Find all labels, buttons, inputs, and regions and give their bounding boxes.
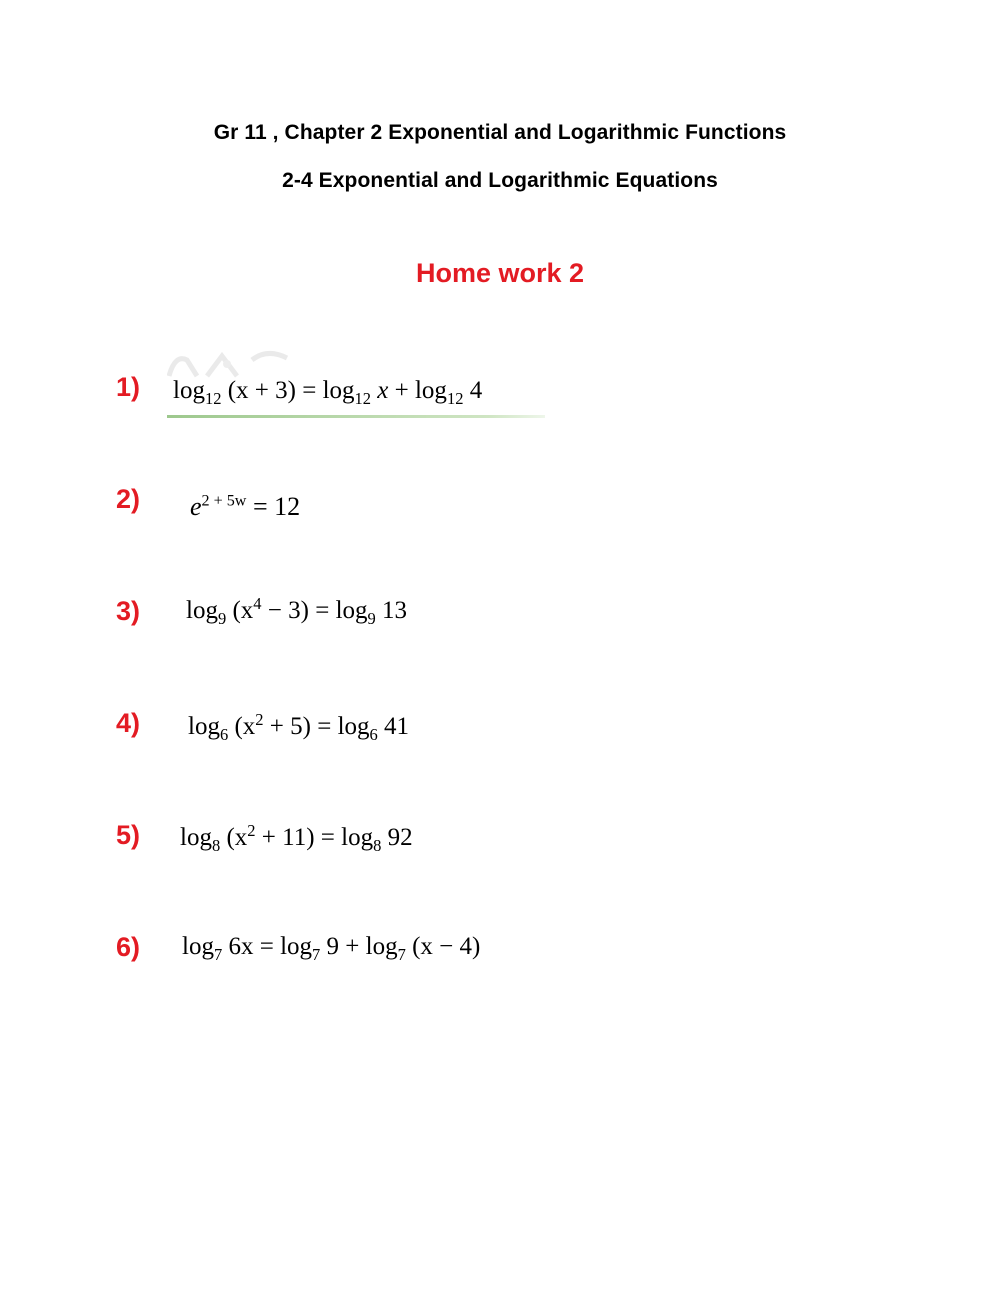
- equation-3: $\log_9 (x^4 - 3) = \log_9 13$: [186, 593, 408, 628]
- worksheet-header-chapter: Gr 11 , Chapter 2 Exponential and Logarithmic Functions: [213, 121, 787, 144]
- equation-1: $\log_{12} (x + 3) = \log_{12} x + \log_{12} 4$: [173, 377, 483, 408]
- watermark-graphic: [167, 350, 292, 378]
- worksheet-header-section: 2-4 Exponential and Logarithmic Equations: [282, 169, 718, 192]
- equation-1-underline: [167, 415, 545, 418]
- problem-number-2: 2): [116, 484, 141, 514]
- problem-number-1: 1): [116, 372, 141, 402]
- equation-6: $\log_7 6x = \log_7 9 + \log_7 (x - 4)$: [182, 933, 481, 964]
- homework-title: Home work 2: [415, 258, 585, 288]
- equation-5: $\log_8 (x^2 + 11) = \log_8 92$: [180, 820, 413, 855]
- equation-2: $e^{2 + 5w} = 12$: [190, 492, 301, 521]
- problem-number-6: 6): [116, 932, 141, 962]
- problem-number-5: 5): [116, 820, 141, 850]
- equation-4: $\log_6 (x^2 + 5) = \log_6 41$: [188, 709, 410, 744]
- problem-number-4: 4): [116, 708, 141, 738]
- problem-number-3: 3): [116, 596, 141, 626]
